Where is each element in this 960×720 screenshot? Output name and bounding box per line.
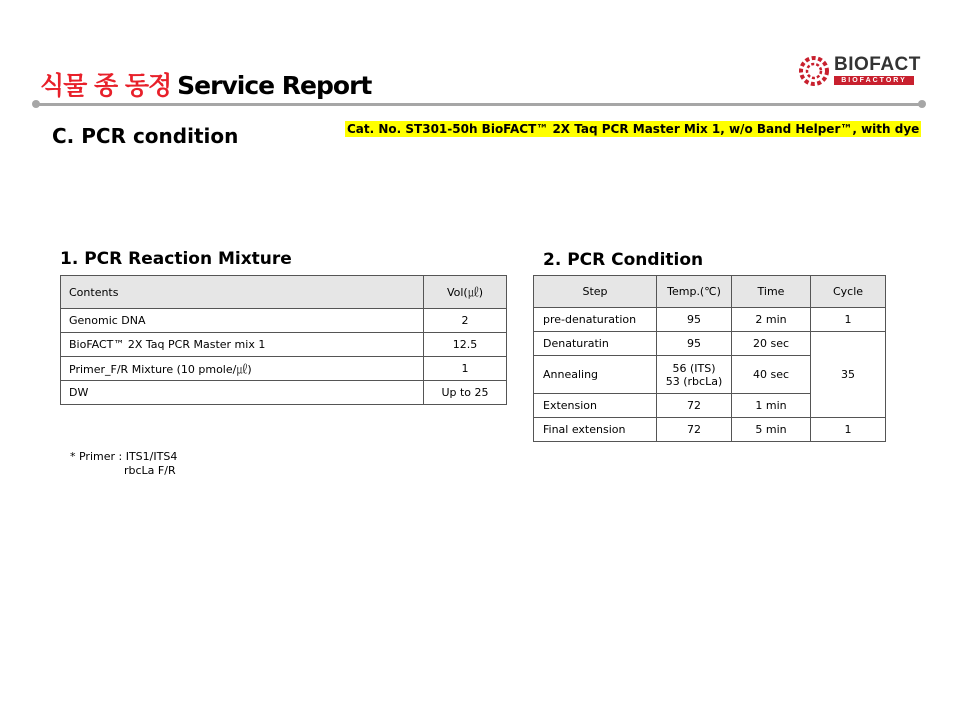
cell-volume: 12.5 xyxy=(424,333,507,357)
cell-time: 20 sec xyxy=(732,332,811,356)
cell-cycle: 1 xyxy=(811,308,886,332)
cell-content: BioFACT™ 2X Taq PCR Master mix 1 xyxy=(61,333,424,357)
table-row xyxy=(534,308,886,332)
cell-step: Annealing xyxy=(534,356,657,394)
cell-temp: 72 xyxy=(657,394,732,418)
cell-volume: Up to 25 xyxy=(424,381,507,405)
title-korean: 식물 종 동정 xyxy=(40,71,172,100)
cell-content: Genomic DNA xyxy=(61,309,424,333)
table-header-row xyxy=(534,276,886,308)
section-title: C. PCR condition xyxy=(52,124,239,148)
catalog-highlight: Cat. No. ST301-50h BioFACT™ 2X Taq PCR Master Mix 1, w/o Band Helper™, with dye xyxy=(347,122,920,136)
cell-cycle-merged: 35 xyxy=(811,332,886,418)
note-line: rbcLa F/R xyxy=(124,464,176,477)
cell-temp xyxy=(657,356,732,394)
header-divider xyxy=(36,103,922,106)
table-row xyxy=(534,332,886,356)
header-step: Step xyxy=(534,276,657,308)
logo-ring-icon xyxy=(797,54,831,88)
cell-volume: 1 xyxy=(424,357,507,381)
cell-time: 1 min xyxy=(732,394,811,418)
temp-rbcla: 53 (rbcLa) xyxy=(665,374,723,388)
table-row xyxy=(534,418,886,442)
title-english: Service Report xyxy=(177,71,372,100)
header-temp: Temp.(℃) xyxy=(657,276,732,308)
cell-temp: 95 xyxy=(657,332,732,356)
table-row xyxy=(61,357,507,381)
table-header-row xyxy=(61,276,507,309)
cell-time: 5 min xyxy=(732,418,811,442)
cell-temp: 72 xyxy=(657,418,732,442)
biofact-logo xyxy=(797,54,921,88)
cell-temp: 95 xyxy=(657,308,732,332)
cell-content: Primer_F/R Mixture (10 pmole/㎕) xyxy=(61,357,424,381)
condition-heading: 2. PCR Condition xyxy=(543,250,704,270)
temp-its: 56 (ITS) xyxy=(672,361,716,375)
table-row xyxy=(61,333,507,357)
pcr-condition-table xyxy=(533,275,886,442)
logo-wordmark: BIOFACT xyxy=(834,54,921,75)
cell-time: 2 min xyxy=(732,308,811,332)
cell-step: Denaturatin xyxy=(534,332,657,356)
header-time: Time xyxy=(732,276,811,308)
page-title xyxy=(40,66,371,102)
logo-subtitle: BIOFACTORY xyxy=(834,76,914,85)
cell-time: 40 sec xyxy=(732,356,811,394)
cell-cycle: 1 xyxy=(811,418,886,442)
table-row xyxy=(61,309,507,333)
cell-step: Final extension xyxy=(534,418,657,442)
divider-dot-left xyxy=(32,100,40,108)
header-contents: Contents xyxy=(61,276,424,309)
cell-step: pre-denaturation xyxy=(534,308,657,332)
primer-note xyxy=(70,450,177,478)
divider-dot-right xyxy=(918,100,926,108)
mixture-heading: 1. PCR Reaction Mixture xyxy=(60,249,292,269)
header-cycle: Cycle xyxy=(811,276,886,308)
table-row xyxy=(61,381,507,405)
header-volume: Vol(㎕) xyxy=(424,276,507,309)
cell-content: DW xyxy=(61,381,424,405)
cell-step: Extension xyxy=(534,394,657,418)
cell-volume: 2 xyxy=(424,309,507,333)
note-line: * Primer : ITS1/ITS4 xyxy=(70,450,178,463)
pcr-mixture-table xyxy=(60,275,507,405)
